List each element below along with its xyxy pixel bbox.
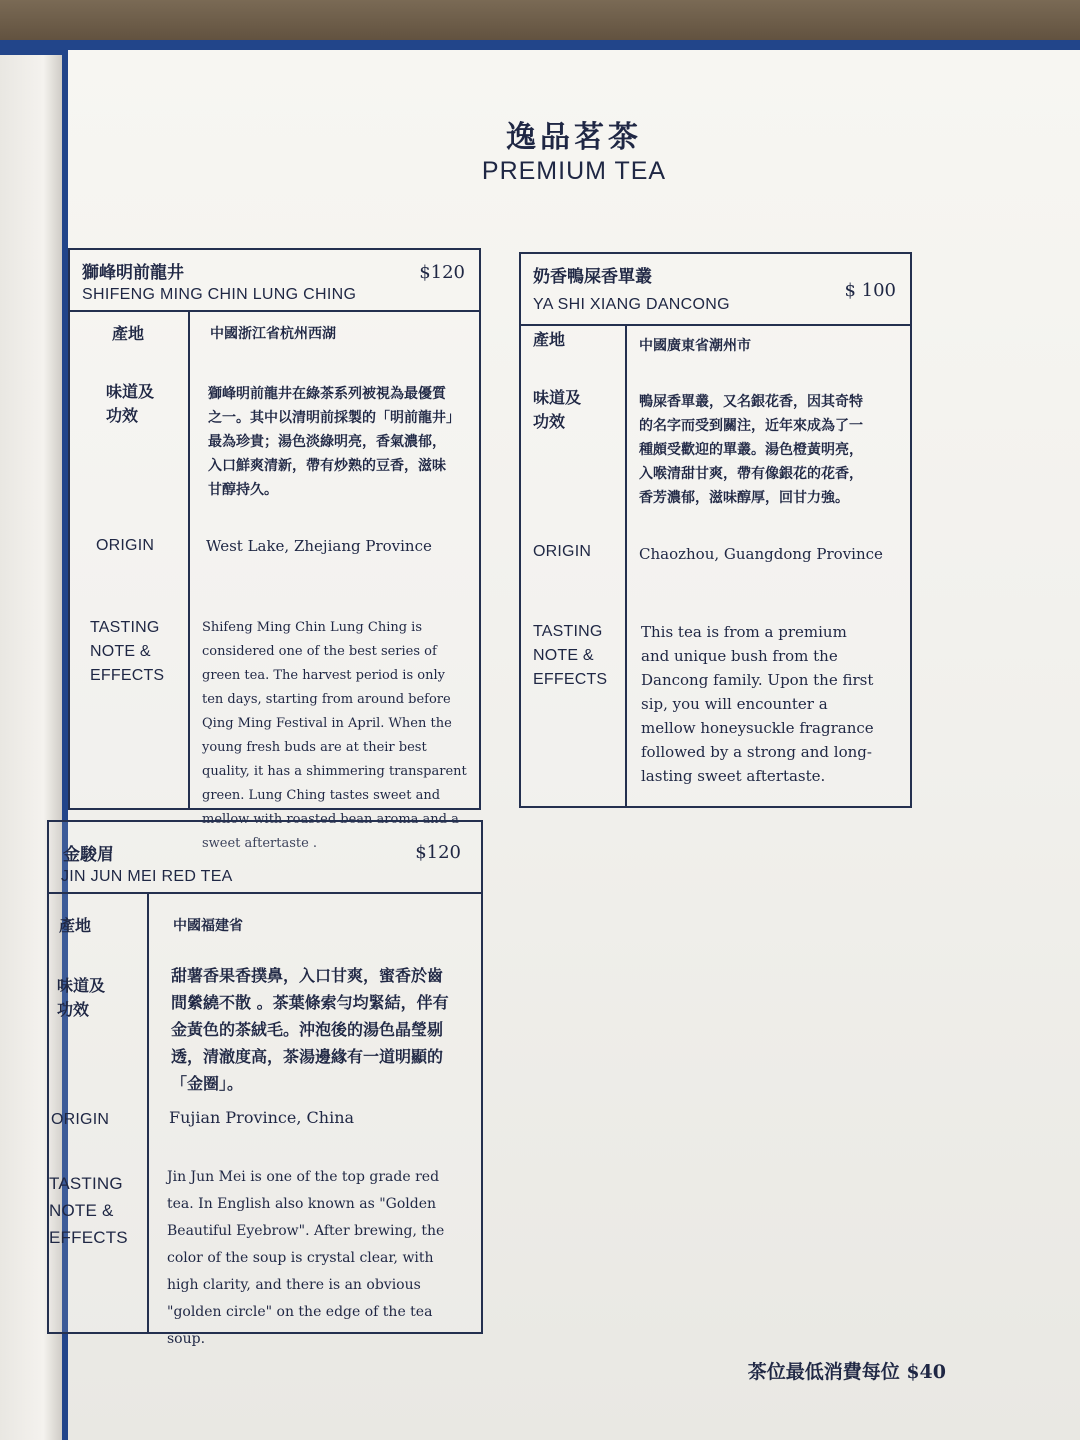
tea-name-en: SHIFENG MING CHIN LUNG CHING [82,286,357,303]
column-divider [147,892,149,1334]
origin-value-en: West Lake, Zhejiang Province [206,537,432,555]
origin-label-en: ORIGIN [533,543,592,560]
notes-value-en: Jin Jun Mei is one of the top grade red tea. In English also known as "Golden Beautiful Eyebrow". After brewing, the color of the soup is crystal clear, with high clarity, and there is an obvious "golden circle" on the edge of the tea soup. [167,1169,445,1347]
tea-name-en: YA SHI XIANG DANCONG [533,296,730,313]
tea-card-header [49,822,481,894]
origin-label-en: ORIGIN [96,537,155,554]
tea-card-shifeng [68,248,481,851]
tea-price: $ 100 [844,280,896,301]
minimum-charge-note: 茶位最低消費每位 $40 [747,1361,946,1383]
origin-value-en: Chaozhou, Guangdong Province [639,545,883,563]
tea-price: $120 [419,262,465,283]
notes-label-zh: 味道及功效 [533,388,582,431]
origin-value-en: Fujian Province, China [169,1108,355,1127]
notes-label-en: TASTING NOTE & EFFECTS [533,623,608,688]
tea-price: $120 [415,842,461,863]
tea-card-header [70,250,479,312]
notes-label-zh: 味道及功效 [57,976,106,1019]
page-title-zh: 逸品茗茶 [506,120,642,155]
notes-label-en: TASTING NOTE & EFFECTS [90,619,165,684]
menu-page [49,50,1080,1440]
origin-value-zh: 中國廣東省潮州市 [639,338,751,354]
notes-value-zh: 鴨屎香單叢，又名銀花香，因其奇特的名字而受到關注，近年來成為了一種頗受歡迎的單叢。湯色橙黃明亮，入喉清甜甘爽，帶有像銀花的花香，香芳濃郁，滋味醇厚，回甘力強。 [639,394,863,506]
origin-label-zh: 產地 [533,330,566,349]
origin-label-zh: 產地 [112,324,145,343]
notes-value-en: Shifeng Ming Chin Lung Ching is considered one of the best series of green tea. The harvest period is only ten days, starting from around before Qing Ming Festival in April. When the young fresh buds are at their best quality, it has a shimmering transparent green. Lung Ching tastes sweet and mellow with roasted bean aroma and a sweet aftertaste . [202,620,467,851]
origin-label-zh: 產地 [59,916,92,935]
tea-name-zh: 金駿眉 [63,845,114,865]
notes-value-zh: 獅峰明前龍井在綠茶系列被視為最優質之一。其中以清明前採製的「明前龍井」最為珍貴；湯色淡綠明亮，香氣濃郁，入口鮮爽清新，帶有炒熟的豆香，滋味甘醇持久。 [208,386,453,498]
page-title-en: PREMIUM TEA [481,157,667,185]
notes-value-zh: 甜薯香果香撲鼻，入口甘爽，蜜香於齒間縈繞不散 。茶葉條索勻均緊結，伴有金黃色的茶絨毛。沖泡後的湯色晶瑩剔透，清澈度高，茶湯邊緣有一道明顯的「金圈」。 [171,966,449,1093]
tea-card-header [521,254,910,326]
notes-label-en: TASTING NOTE & EFFECTS [49,1174,128,1247]
notes-label-zh: 味道及功效 [106,382,155,425]
notes-value-en: This tea is from a premium and unique bush from the Dancong family. Upon the first sip, you will encounter a mellow honeysuckle fragrance followed by a strong and long-lasting sweet aftertaste. [641,623,874,785]
tea-card-yashixiang [519,252,912,808]
origin-value-zh: 中國福建省 [173,918,243,934]
origin-label-en: ORIGIN [51,1111,110,1128]
column-divider [188,310,190,810]
tea-name-en: JIN JUN MEI RED TEA [61,868,233,885]
origin-value-zh: 中國浙江省杭州西湖 [210,326,336,342]
column-divider [625,324,627,808]
tea-name-zh: 獅峰明前龍井 [82,263,184,283]
tea-name-zh: 奶香鴨屎香單叢 [533,267,652,287]
tea-card-jinjunmei [47,820,483,1347]
